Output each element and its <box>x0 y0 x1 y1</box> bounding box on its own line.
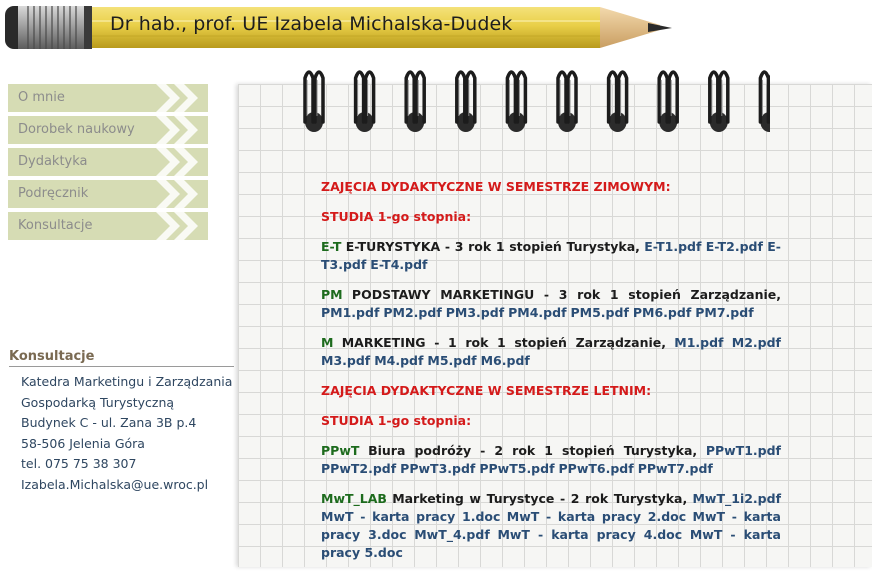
notebook-ring <box>406 72 424 132</box>
file-link[interactable]: M1.pdf <box>674 335 724 350</box>
file-link[interactable]: M5.pdf <box>427 353 477 368</box>
nav-item-label: O mnie <box>18 90 65 105</box>
course-title: PODSTAWY MARKETINGU - 3 rok 1 stopień Zarządzanie, <box>351 287 781 302</box>
course-code: PM <box>321 287 343 302</box>
nav-item-label: Dorobek naukowy <box>18 122 135 137</box>
nav-item-podrecznik[interactable] <box>8 180 208 208</box>
course-code: M <box>321 335 334 350</box>
notebook-ring <box>457 72 475 132</box>
file-link[interactable]: MwT - karta pracy 4.doc <box>497 527 683 542</box>
course-title: Marketing w Turystyce - 2 rok Turystyka, <box>392 491 688 506</box>
course-title: E-TURYSTYKA - 3 rok 1 stopień Turystyka, <box>345 239 640 254</box>
nav-item-dorobek-naukowy[interactable] <box>8 116 208 144</box>
contact-address: Budynek C - ul. Zana 3B p.4 <box>21 415 197 430</box>
notebook-rings <box>290 64 770 144</box>
file-link[interactable]: MwT_4.pdf <box>414 527 490 542</box>
file-link[interactable]: E-T4.pdf <box>370 257 428 272</box>
file-link[interactable]: M2.pdf <box>731 335 781 350</box>
nav-item-dydaktyka[interactable] <box>8 148 208 176</box>
summer-level-heading: STUDIA 1-go stopnia: <box>321 413 472 428</box>
notebook-ring <box>507 72 525 132</box>
course-mwt <box>321 490 781 562</box>
course-title: MARKETING - 1 rok 1 stopień Zarządzanie, <box>341 335 667 350</box>
file-link[interactable]: E-T3.pdf <box>321 239 781 272</box>
chevron-right-icon <box>156 116 202 144</box>
nav-item-label: Konsultacje <box>18 218 93 233</box>
teaching-content <box>321 178 781 574</box>
nav-item-label: Dydaktyka <box>18 154 88 169</box>
course-m <box>321 334 781 370</box>
file-link[interactable]: PM7.pdf <box>695 305 754 320</box>
file-link[interactable]: PPwT5.pdf <box>479 461 555 476</box>
file-link[interactable]: PPwT6.pdf <box>558 461 634 476</box>
nav-item-o-mnie[interactable] <box>8 84 208 112</box>
file-link[interactable]: MwT - karta pracy 2.doc <box>506 509 687 524</box>
course-et <box>321 238 781 274</box>
chevron-right-icon <box>156 212 202 240</box>
nav-item-label: Podręcznik <box>18 186 89 201</box>
summer-semester-heading: ZAJĘCIA DYDAKTYCZNE W SEMESTRZE LETNIM: <box>321 383 652 398</box>
contact-email[interactable]: Izabela.Michalska@ue.wroc.pl <box>21 476 209 492</box>
contact-department: Katedra Marketingu i Zarządzania <box>21 374 233 389</box>
file-link[interactable]: MwT - karta pracy 3.doc <box>321 509 781 542</box>
file-link[interactable]: M3.pdf <box>321 353 371 368</box>
contact-box <box>9 349 234 495</box>
file-link[interactable]: PM6.pdf <box>632 305 692 320</box>
notebook-ring <box>659 72 677 132</box>
course-code: MwT_LAB <box>321 491 387 506</box>
file-link[interactable]: PM3.pdf <box>445 305 505 320</box>
file-link[interactable]: PM2.pdf <box>383 305 442 320</box>
winter-level-heading: STUDIA 1-go stopnia: <box>321 209 472 224</box>
file-link[interactable]: MwT - karta pracy 1.doc <box>321 509 501 524</box>
contact-city: 58-506 Jelenia Góra <box>21 435 145 451</box>
file-link[interactable]: PPwT1.pdf <box>705 443 781 458</box>
chevron-right-icon <box>156 148 202 176</box>
chevron-right-icon <box>156 180 202 208</box>
notebook-ring <box>609 72 627 132</box>
file-link[interactable]: MwT_1i2.pdf <box>692 491 782 506</box>
file-link[interactable]: PM5.pdf <box>570 305 629 320</box>
file-link[interactable]: PM1.pdf <box>321 305 380 320</box>
contact-heading: Konsultacje <box>9 349 234 367</box>
contact-phone: tel. 075 75 38 307 <box>21 456 137 471</box>
file-link[interactable]: M6.pdf <box>480 353 530 368</box>
file-link[interactable]: PPwT2.pdf <box>321 461 397 476</box>
notebook-ring <box>356 72 374 132</box>
file-link[interactable]: MwT - karta pracy 5.doc <box>321 527 781 560</box>
site-title: Dr hab., prof. UE Izabela Michalska-Dudek <box>110 13 513 35</box>
course-title: Biura podróży - 2 rok 1 stopień Turystyka, <box>368 443 698 458</box>
contact-department-cont: Gospodarką Turystyczną <box>21 394 175 410</box>
file-link[interactable]: PM4.pdf <box>508 305 567 320</box>
notebook-ring <box>760 72 770 132</box>
file-link[interactable]: E-T1.pdf <box>644 239 702 254</box>
chevron-right-icon <box>156 84 202 112</box>
contact-details <box>9 372 234 495</box>
course-ppwt <box>321 442 781 478</box>
course-code: E-T <box>321 239 342 254</box>
course-code: PPwT <box>321 443 360 458</box>
notebook-ring <box>305 72 323 132</box>
file-link[interactable]: PPwT7.pdf <box>637 461 713 476</box>
file-link[interactable]: PPwT3.pdf <box>400 461 476 476</box>
notebook-ring <box>558 72 576 132</box>
course-pm <box>321 286 781 322</box>
winter-semester-heading: ZAJĘCIA DYDAKTYCZNE W SEMESTRZE ZIMOWYM: <box>321 179 671 194</box>
notebook-ring <box>710 72 728 132</box>
file-link[interactable]: M4.pdf <box>374 353 424 368</box>
file-link[interactable]: E-T2.pdf <box>705 239 763 254</box>
main-nav <box>8 84 208 244</box>
nav-item-konsultacje[interactable] <box>8 212 208 240</box>
